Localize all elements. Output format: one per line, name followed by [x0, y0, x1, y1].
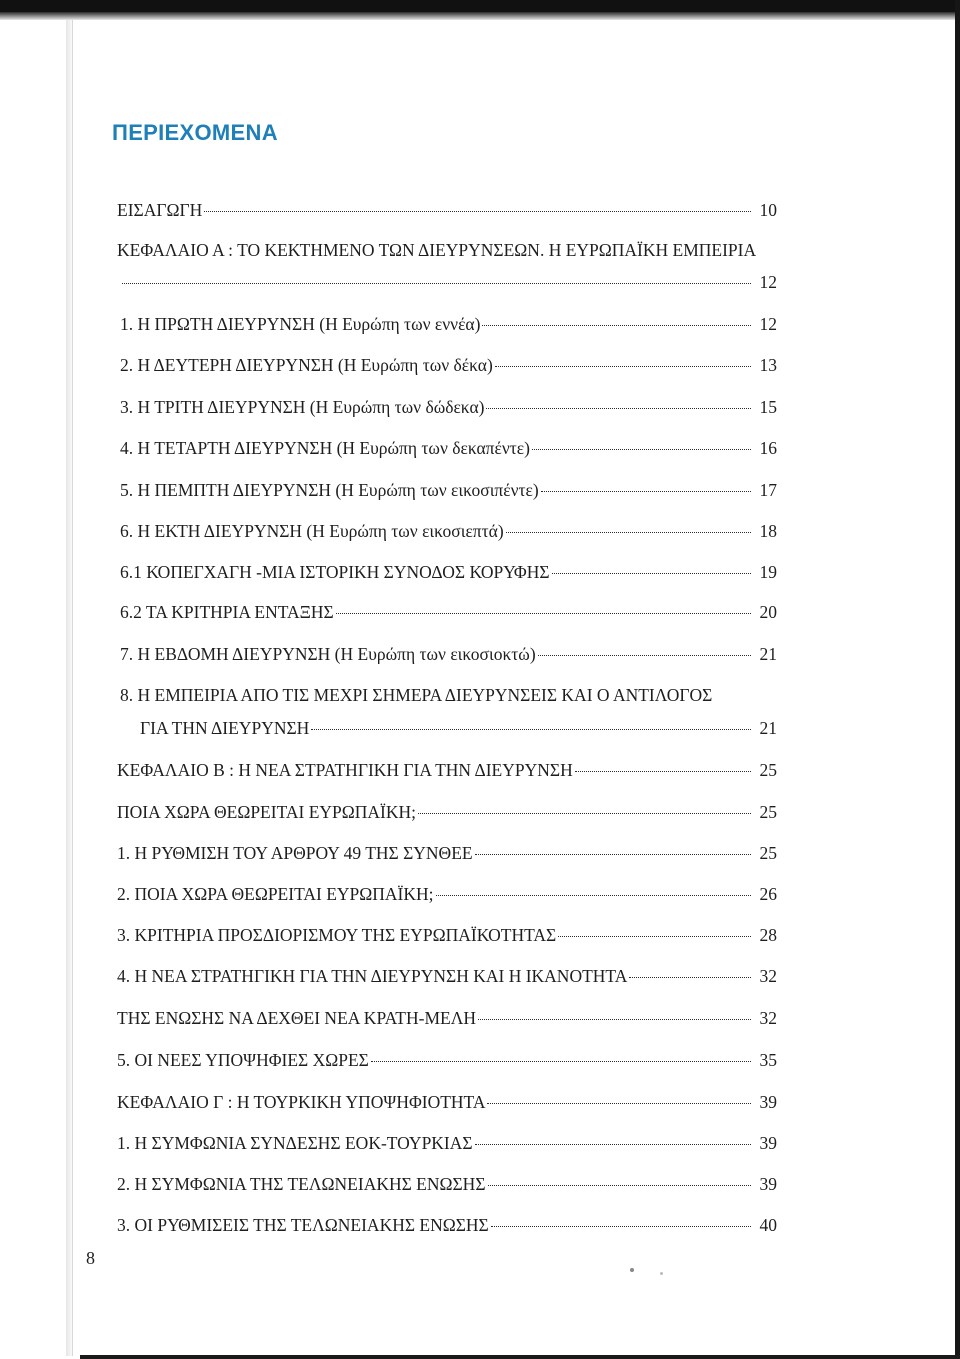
leader-dots: [552, 573, 751, 574]
toc-entry: [120, 681, 840, 709]
toc-entry-label: 6.2 ΤΑ ΚΡΙΤΗΡΙΑ ΕΝΤΑΞΗΣ: [120, 602, 334, 622]
toc-entry: [120, 517, 777, 545]
toc-entry: [120, 558, 777, 586]
toc-entry-page: 17: [759, 480, 777, 500]
toc-entry-page: 18: [759, 521, 777, 541]
toc-entry: [120, 476, 777, 504]
leader-dots: [478, 1019, 751, 1020]
toc-entry: [140, 714, 777, 742]
toc-entry-label: ΤΗΣ ΕΝΩΣΗΣ ΝΑ ΔΕΧΘΕΙ ΝΕΑ ΚΡΑΤΗ-ΜΕΛΗ: [117, 1008, 477, 1028]
toc-entry-label: ΚΕΦΑΛΑΙΟ Γ : Η ΤΟΥΡΚΙΚΗ ΥΠΟΨΗΦΙΟΤΗΤΑ: [117, 1092, 486, 1112]
toc-entry-page: 21: [759, 718, 777, 738]
toc-entry-page: 32: [759, 966, 777, 986]
toc-entry-label: 4. Η ΤΕΤΑΡΤΗ ΔΙΕΥΡΥΝΣΗ (Η Ευρώπη των δεκαπέντε): [120, 438, 530, 458]
toc-entry-page: 26: [759, 884, 777, 904]
toc-entry-page: 25: [759, 802, 777, 822]
toc-entry: [117, 1088, 777, 1116]
leader-dots: [491, 1226, 751, 1227]
toc-entry: [117, 880, 777, 908]
toc-entry-label: 5. Η ΠΕΜΠΤΗ ΔΙΕΥΡΥΝΣΗ (Η Ευρώπη των εικοσιπέντε): [120, 480, 539, 500]
toc-entry-label: ΠΟΙΑ ΧΩΡΑ ΘΕΩΡΕΙΤΑΙ ΕΥΡΩΠΑΪΚΗ;: [117, 802, 417, 822]
toc-entry-label: 6.1 ΚΟΠΕΓΧΑΓΗ -ΜΙΑ ΙΣΤΟΡΙΚΗ ΣΥΝΟΔΟΣ ΚΟΡΥΦΗΣ: [120, 562, 550, 582]
toc-entry-page: 35: [759, 1050, 777, 1070]
toc-entry-page: 39: [759, 1133, 777, 1153]
leader-dots: [629, 977, 751, 978]
toc-entry-page: 15: [759, 397, 777, 417]
toc-entry-label: 3. ΟΙ ΡΥΘΜΙΣΕΙΣ ΤΗΣ ΤΕΛΩΝΕΙΑΚΗΣ ΕΝΩΣΗΣ: [117, 1215, 489, 1235]
toc-entry: [117, 1129, 777, 1157]
leader-dots: [204, 211, 751, 212]
leader-dots: [532, 449, 751, 450]
toc-entry-page: 20: [759, 602, 777, 622]
toc-entry: [117, 798, 777, 826]
toc-entry-label: 3. ΚΡΙΤΗΡΙΑ ΠΡΟΣΔΙΟΡΙΣΜΟΥ ΤΗΣ ΕΥΡΩΠΑΪΚΟΤΗΤΑΣ: [117, 925, 557, 945]
toc-entry-page: 21: [759, 644, 777, 664]
toc-entry-page: 16: [759, 438, 777, 458]
leader-dots: [486, 408, 751, 409]
toc-entry-page: 12: [759, 272, 777, 292]
toc-entry-label: 6. Η ΕΚΤΗ ΔΙΕΥΡΥΝΣΗ (Η Ευρώπη των εικοσιεπτά): [120, 521, 504, 541]
toc-entry-page: 40: [759, 1215, 777, 1235]
toc-entry-page: 13: [759, 355, 777, 375]
toc-entry-label: 8. Η ΕΜΠΕΙΡΙΑ ΑΠΟ ΤΙΣ ΜΕΧΡΙ ΣΗΜΕΡΑ ΔΙΕΥΡΥΝΣΕΙΣ ΚΑΙ Ο ΑΝΤΙΛΟΓΟΣ: [120, 685, 713, 705]
leader-dots: [482, 325, 751, 326]
leader-dots: [495, 366, 751, 367]
toc-entry: [120, 598, 777, 626]
toc-entry-page: 39: [759, 1174, 777, 1194]
leader-dots: [541, 491, 751, 492]
toc-entry-label: 7. Η ΕΒΔΟΜΗ ΔΙΕΥΡΥΝΣΗ (Η Ευρώπη των εικοσιοκτώ): [120, 644, 536, 664]
leader-dots: [122, 283, 751, 284]
toc-entry: [117, 1046, 777, 1074]
toc-entry-page: 25: [759, 760, 777, 780]
toc-entry-label: 1. Η ΣΥΜΦΩΝΙΑ ΣΥΝΔΕΣΗΣ ΕΟΚ-ΤΟΥΡΚΙΑΣ: [117, 1133, 473, 1153]
toc-entry-page: 32: [759, 1008, 777, 1028]
leader-dots: [475, 1144, 751, 1145]
toc-entry: [117, 1004, 777, 1032]
leader-dots: [371, 1061, 751, 1062]
toc-entry-label: 1. Η ΡΥΘΜΙΣΗ ΤΟΥ ΑΡΘΡΟΥ 49 ΤΗΣ ΣΥΝΘΕΕ: [117, 843, 473, 863]
leader-dots: [311, 729, 751, 730]
leader-dots: [506, 532, 751, 533]
toc-entry: [117, 196, 777, 224]
toc-entry-label: ΕΙΣΑΓΩΓΗ: [117, 200, 203, 220]
toc-entry: [117, 962, 777, 990]
scan-speck: [660, 1272, 663, 1275]
leader-dots: [488, 1185, 751, 1186]
leader-dots: [336, 613, 751, 614]
toc-entry: [117, 1170, 777, 1198]
toc-entry: [120, 268, 777, 296]
toc-entry: [117, 756, 777, 784]
toc-entry-label: 4. Η ΝΕΑ ΣΤΡΑΤΗΓΙΚΗ ΓΙΑ ΤΗΝ ΔΙΕΥΡΥΝΣΗ ΚΑΙ Η ΙΚΑΝΟΤΗΤΑ: [117, 966, 628, 986]
toc-entry-page: 25: [759, 843, 777, 863]
toc-entry: [120, 310, 777, 338]
toc-entry-label: 2. ΠΟΙΑ ΧΩΡΑ ΘΕΩΡΕΙΤΑΙ ΕΥΡΩΠΑΪΚΗ;: [117, 884, 434, 904]
toc-entry-page: 12: [759, 314, 777, 334]
leader-dots: [436, 895, 751, 896]
leader-dots: [418, 813, 751, 814]
toc-entry-label: 3. Η ΤΡΙΤΗ ΔΙΕΥΡΥΝΣΗ (Η Ευρώπη των δώδεκα): [120, 397, 485, 417]
page-number: 8: [86, 1248, 95, 1268]
leader-dots: [558, 936, 751, 937]
toc-entry-label: ΓΙΑ ΤΗΝ ΔΙΕΥΡΥΝΣΗ: [140, 718, 310, 738]
toc-entry-page: 19: [759, 562, 777, 582]
toc-entry: [120, 640, 777, 668]
toc-entry-page: 28: [759, 925, 777, 945]
toc-entry: [120, 393, 777, 421]
toc-entry: [117, 1211, 777, 1239]
leader-dots: [487, 1103, 751, 1104]
leader-dots: [538, 655, 751, 656]
toc-entry: [120, 351, 777, 379]
toc-entry-label: 1. Η ΠΡΩΤΗ ΔΙΕΥΡΥΝΣΗ (Η Ευρώπη των εννέα): [120, 314, 481, 334]
toc-entry-page: 10: [759, 200, 777, 220]
toc-entry: [117, 236, 837, 264]
leader-dots: [575, 771, 751, 772]
toc-entry-label: ΚΕΦΑΛΑΙΟ Β : Η ΝΕΑ ΣΤΡΑΤΗΓΙΚΗ ΓΙΑ ΤΗΝ ΔΙΕΥΡΥΝΣΗ: [117, 760, 573, 780]
toc-entry-page: 39: [759, 1092, 777, 1112]
leader-dots: [475, 854, 751, 855]
toc-entry-label: 2. Η ΣΥΜΦΩΝΙΑ ΤΗΣ ΤΕΛΩΝΕΙΑΚΗΣ ΕΝΩΣΗΣ: [117, 1174, 486, 1194]
page-title: ΠΕΡΙΕΧΟΜΕΝΑ: [112, 120, 278, 145]
scan-speck: [630, 1268, 634, 1272]
toc-entry: [117, 921, 777, 949]
toc-entry-label: 5. ΟΙ ΝΕΕΣ ΥΠΟΨΗΦΙΕΣ ΧΩΡΕΣ: [117, 1050, 369, 1070]
toc-entry: [120, 434, 777, 462]
toc-entry: [117, 839, 777, 867]
toc-entry-label: 2. Η ΔΕΥΤΕΡΗ ΔΙΕΥΡΥΝΣΗ (Η Ευρώπη των δέκα): [120, 355, 493, 375]
toc-entry-label: ΚΕΦΑΛΑΙΟ Α : ΤΟ ΚΕΚΤΗΜΕΝΟ ΤΩΝ ΔΙΕΥΡΥΝΣΕΩΝ. Η ΕΥΡΩΠΑΪΚΗ ΕΜΠΕΙΡΙΑ: [117, 240, 757, 260]
